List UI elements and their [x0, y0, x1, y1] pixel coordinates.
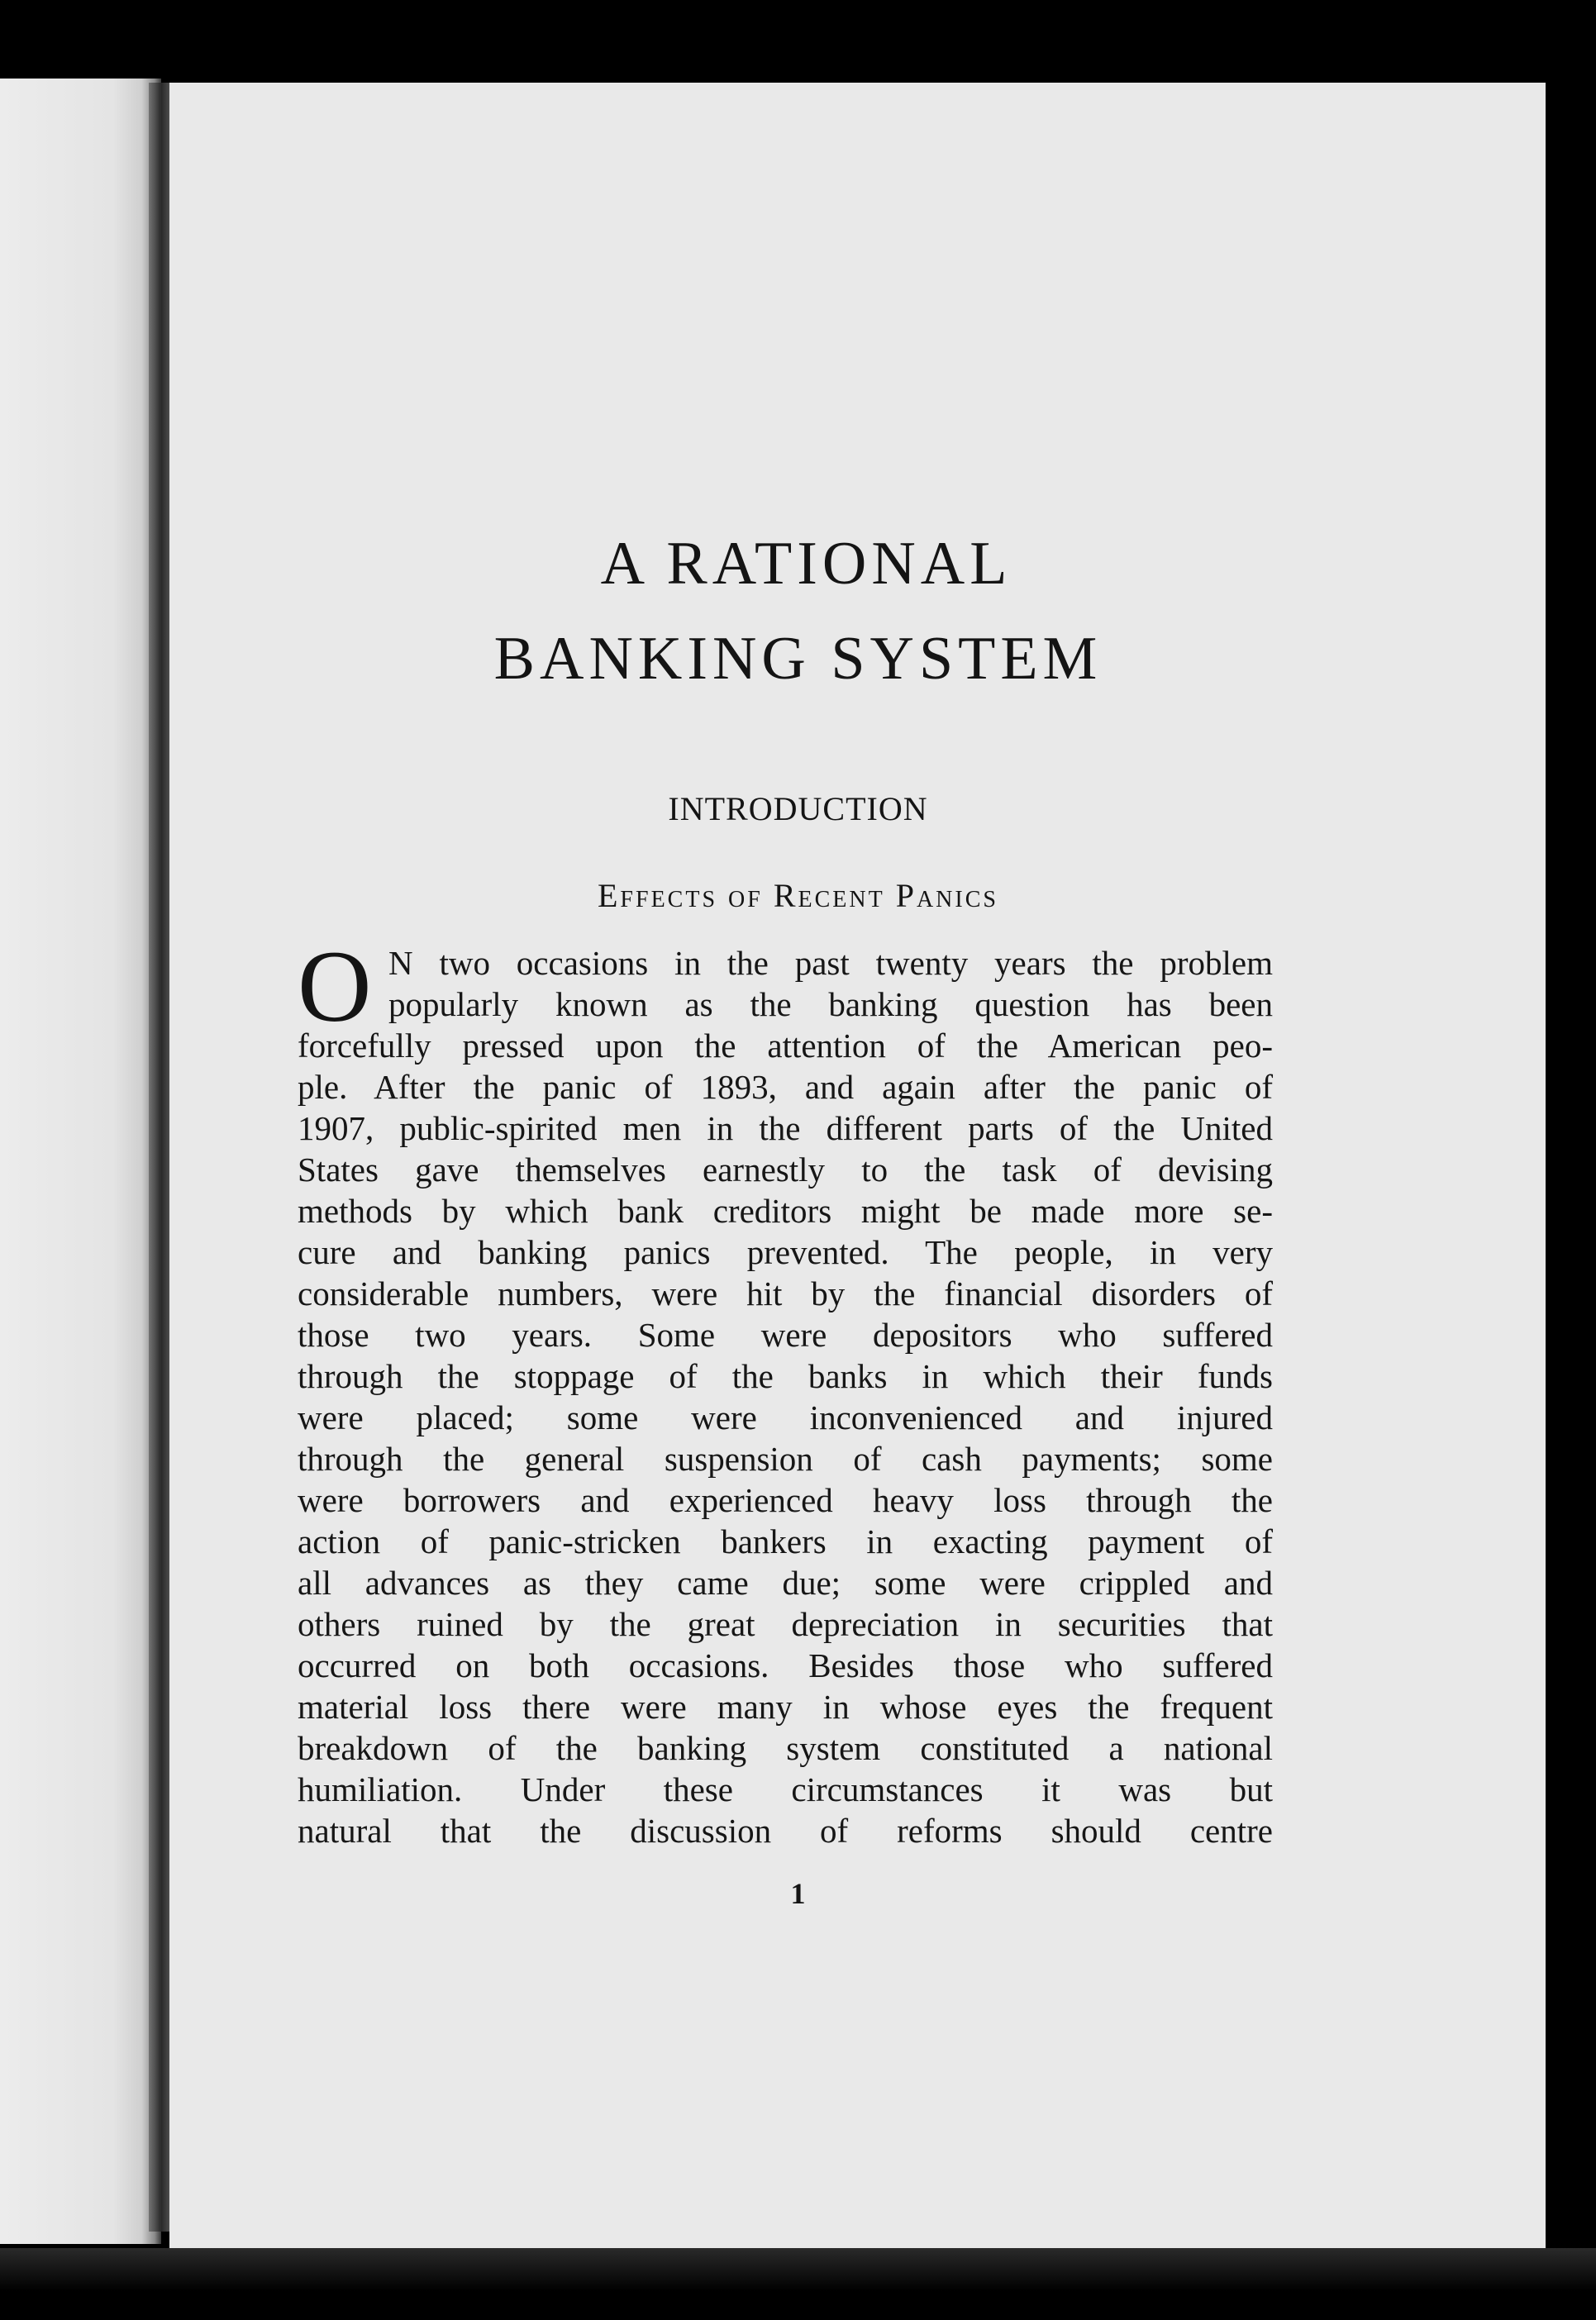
- text-line: 1907, public-spirited men in the different parts of the United: [298, 1109, 1273, 1147]
- text-line: cure and banking panics prevented. The people, in very: [298, 1233, 1273, 1271]
- text-line: natural that the discussion of reforms should centre: [298, 1812, 1273, 1850]
- text-line: were borrowers and experienced heavy loss through the: [298, 1481, 1273, 1519]
- page-right-edge: [1546, 83, 1596, 2320]
- text-line: material loss there were many in whose eyes the frequent: [298, 1688, 1273, 1726]
- text-line: action of panic-stricken bankers in exacting payment of: [298, 1522, 1273, 1560]
- text-line: ple. After the panic of 1893, and again after the panic of: [298, 1068, 1273, 1106]
- previous-page-edge: [0, 79, 161, 2244]
- text-line: States gave themselves earnestly to the task of devising: [298, 1150, 1273, 1189]
- text-line: breakdown of the banking system constituted a national: [298, 1729, 1273, 1767]
- text-line: considerable numbers, were hit by the financial disorders of: [298, 1274, 1273, 1312]
- book-title-line-1: A RATIONAL: [600, 530, 1012, 598]
- text-line: those two years. Some were depositors who suffered: [298, 1316, 1273, 1354]
- text-line: occurred on both occasions. Besides those who suffered: [298, 1646, 1273, 1684]
- text-line: popularly known as the banking question has been: [388, 985, 1273, 1023]
- text-line: N two occasions in the past twenty years the problem: [388, 944, 1273, 982]
- page-bottom-edge: [0, 2248, 1596, 2320]
- text-line: through the general suspension of cash payments; some: [298, 1440, 1273, 1478]
- text-line: others ruined by the great depreciation in securities that: [298, 1605, 1273, 1643]
- body-paragraph: [298, 930, 1273, 1851]
- text-line: humiliation. Under these circumstances it was but: [298, 1770, 1273, 1808]
- text-line: were placed; some were inconvenienced and injured: [298, 1398, 1273, 1436]
- book-title-line-2: BANKING SYSTEM: [493, 625, 1103, 693]
- subsection-heading: Effects of Recent Panics: [598, 877, 998, 914]
- text-line: all advances as they came due; some were crippled and: [298, 1564, 1273, 1602]
- text-line: methods by which bank creditors might be made more se-: [298, 1192, 1273, 1230]
- text-line: through the stoppage of the banks in which their funds: [298, 1357, 1273, 1395]
- page-number: 1: [790, 1877, 806, 1910]
- drop-cap-letter: O: [298, 930, 372, 1043]
- section-heading: INTRODUCTION: [668, 790, 928, 827]
- text-line: forcefully pressed upon the attention of the American peo-: [298, 1027, 1273, 1065]
